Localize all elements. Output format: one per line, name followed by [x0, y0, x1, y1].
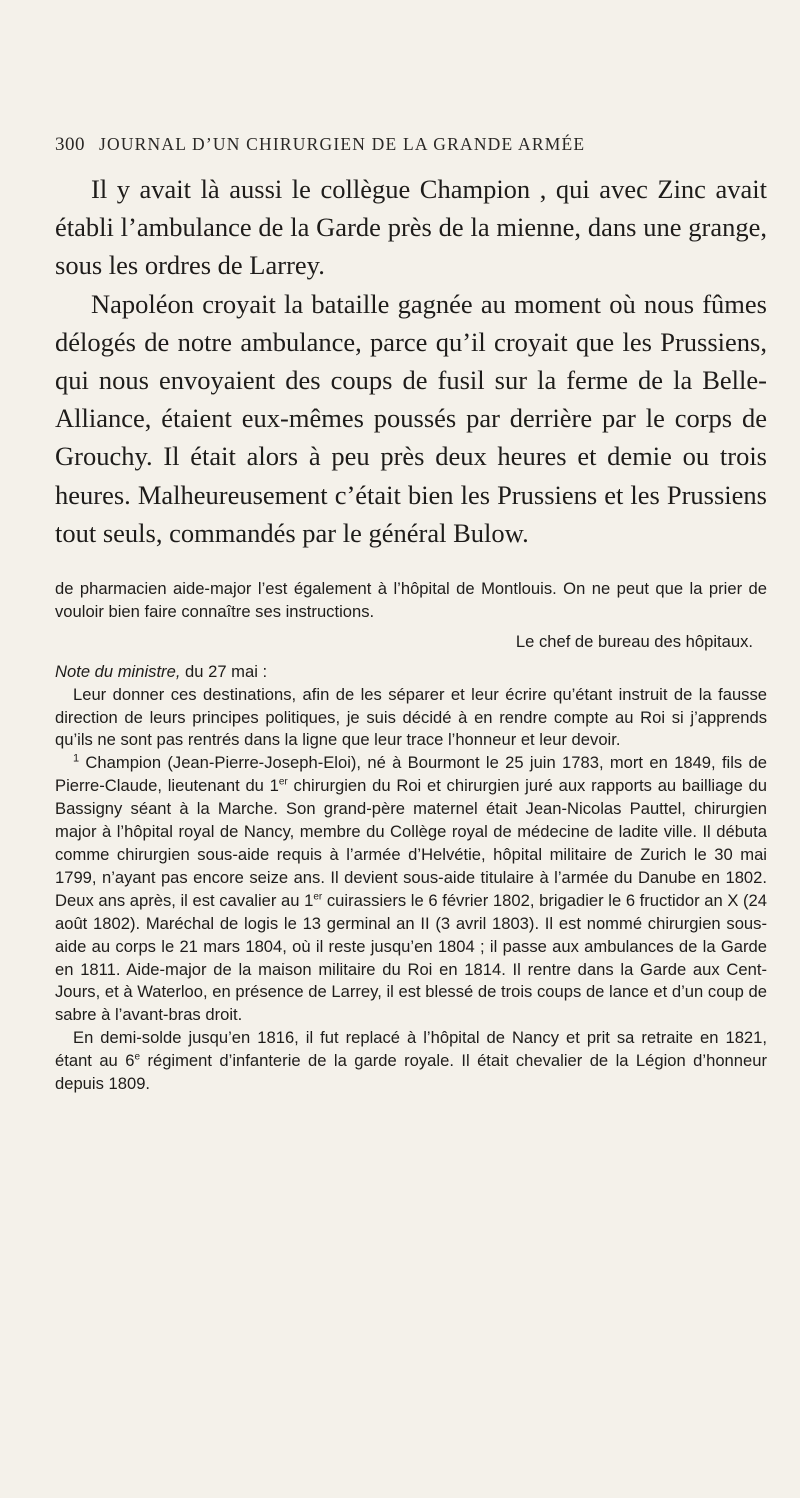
- minister-note-label: Note du ministre,: [55, 661, 181, 681]
- notes-section: [55, 578, 767, 1096]
- superscript: er: [313, 891, 323, 903]
- footnote-text: chirurgien du Roi et chirurgien juré aux rapports au bailliage du Bassigny séant à la Marche. Son grand-père maternel était Jean-Nicolas Pauttel, chirurgien major à l’hôpital royal de Nancy, membre du Collège royal de médecine de ladite ville. Il débuta comme chirurgien sous-aide requis à l’armée d’Helvétie, hôpital militaire de Zurich le 30 mai 1799, n’ayant pas encore seize ans. Il devient sous-aide titulaire à l’armée du Danube en 1802. Deux ans après, il est cavalier au 1: [55, 776, 767, 910]
- footnote-text: cuirassiers le 6 février 1802, brigadier le 6 fructidor an X (24 août 1802). Maréchal de logis le 13 germinal an II (3 avril 1803). Il est nommé chirurgien sous-aide au corps le 21 mars 1804, où il reste jusqu’en 1804 ; il passe aux ambulances de la Garde en 1811. Aide-major de la maison militaire du Roi en 1814. Il rentre dans la Garde aux Cent-Jours, et à Waterloo, en présence de Larrey, il est blessé de trois coups de lance et d’un coup de sabre à l’avant-bras droit.: [55, 890, 767, 1025]
- note-signature: Le chef de bureau des hôpitaux.: [515, 631, 753, 651]
- minister-note-heading: [55, 661, 767, 684]
- footnote-text: En demi-solde jusqu’en 1816, il fut replacé à l’hôpital de Nancy et prit sa retraite en 1821, étant au 6: [55, 1028, 767, 1071]
- paragraph: Napoléon croyait la bataille gagnée au moment où nous fûmes délogés de notre ambulance, parce qu’il croyait que les Prussiens, qui nous envoyaient des coups de fusil sur la ferme de la Belle-Alliance, étaient eux-mêmes poussés par derrière par le corps de Grouchy. Il était alors à peu près deux heures et demie ou trois heures. Malheureusement c’était bien les Prussiens et les Prussiens tout seuls, commandés par le général Bulow.: [55, 288, 767, 548]
- minister-note-text: Leur donner ces destinations, afin de les séparer et leur écrire qu’étant instruit de la fausse direction de leurs principes politiques, je suis décidé à en rendre compte au Roi si j’apprends qu’ils ne sont pas rentrés dans la ligne que leur trace l’honneur et leur devoir.: [55, 684, 767, 750]
- minister-note-date: du 27 mai :: [180, 661, 268, 681]
- note-continued-text: de pharmacien aide-major l’est également à l’hôpital de Montlouis. On ne peut que la prier de vouloir bien faire connaître ses instructions.: [55, 579, 767, 621]
- footnote-text: régiment d’infanterie de la garde royale. Il était chevalier de la Légion d’honneur depuis 1809.: [55, 1051, 767, 1094]
- superscript: er: [278, 776, 288, 788]
- main-text: [55, 170, 767, 552]
- book-page: [55, 134, 767, 1096]
- footnote-continued: [55, 1027, 767, 1096]
- running-head: [55, 134, 767, 156]
- footnote-mark: 1: [73, 752, 80, 765]
- running-title: JOURNAL D’UN CHIRURGIEN DE LA GRANDE ARMÉE: [99, 134, 586, 154]
- page-number: 300: [55, 134, 85, 155]
- paragraph: Il y avait là aussi le collègue Champion , qui avec Zinc avait établi l’ambulance de la Garde près de la mienne, dans une grange, sous les ordres de Larrey.: [55, 174, 767, 281]
- footnote: [55, 752, 767, 1027]
- footnote-text: Champion (Jean-Pierre-Joseph-Eloi), né à Bourmont le 25 juin 1783, mort en 1849, fils de Pierre-Claude, lieutenant du 1: [55, 753, 767, 796]
- superscript: e: [134, 1051, 141, 1063]
